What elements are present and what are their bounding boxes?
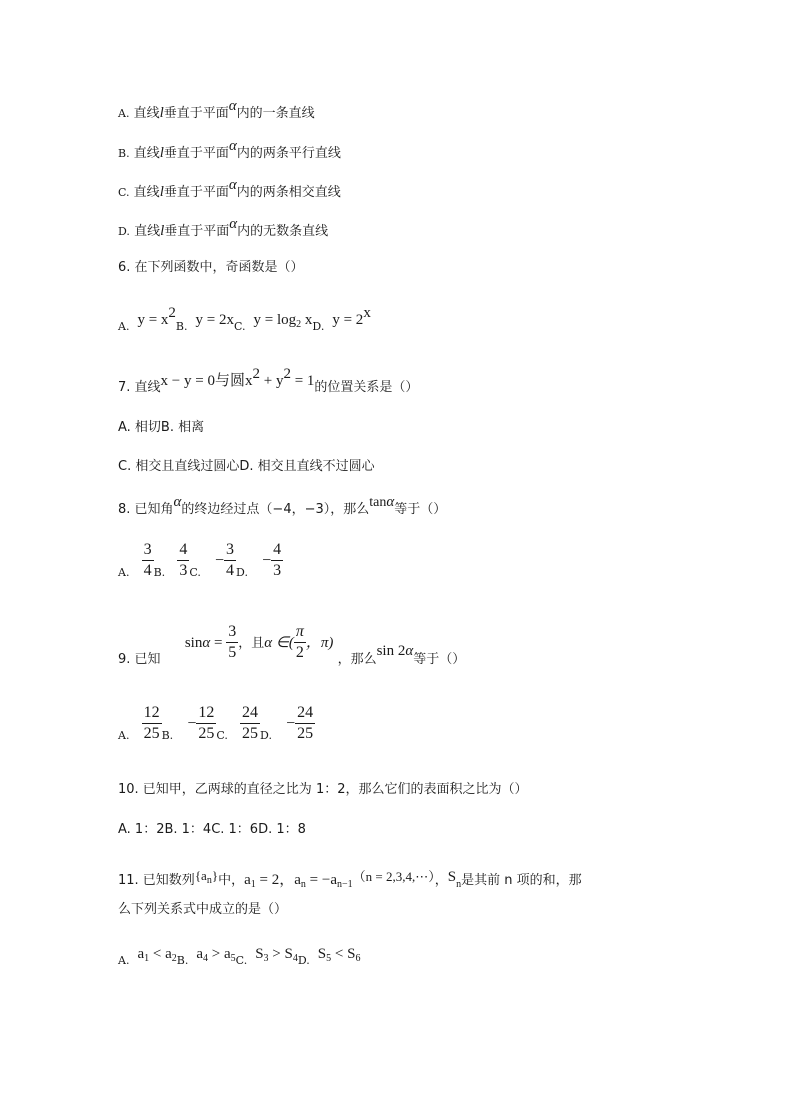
q9-sin-fraction: $\frac{3}{5}$ <box>228 623 237 661</box>
q9-options: $_{A.}$ $\frac{12}{25}$ $_{B.}$ − $\frac{12}{25}$ $_{C.}$ $\frac{24}{25}$ $_{D.}$ − $\frac{24}{25}$ <box>118 704 314 742</box>
q7-options-cd: C. 相交且直线过圆心D. 相交且直线不过圆心 <box>118 459 375 474</box>
q5-option-a: A. 直线l垂直于平面$^\alpha$内的一条直线 <box>118 98 315 121</box>
q6-options: $_{A.}$ $y = x^2_{B.}$ $y = 2x_{C.}$ $y = \log_2 x_{D.}$ $y = 2^x$ <box>118 305 371 333</box>
q9-stem: 9. 已知 sinα = $\frac{3}{5}$ ，且α ∈( $\frac{\pi}{2}$ ，π) ，那么sin 2α等于（） <box>118 623 466 667</box>
q8-stem: 8. 已知角$^\alpha$的终边经过点（−4，−3），那么$^{tan\alpha}$等于（） <box>118 494 447 517</box>
q10-options: A. 1：2B. 1：4C. 1：6D. 1：8 <box>118 822 306 837</box>
q9-pi-fraction: $\frac{\pi}{2}$ <box>295 623 304 661</box>
q5-option-c: C. 直线l垂直于平面$^\alpha$内的两条相交直线 <box>118 177 341 200</box>
q7-options-ab: A. 相切B. 相离 <box>118 420 205 435</box>
q9-c-fraction: $\frac{24}{25}$ <box>242 704 259 742</box>
q7-stem: 7. 直线x − y = 0与圆$x^2 + y^2 = 1$的位置关系是（） <box>118 366 419 395</box>
q8-b-fraction: $\frac{4}{3}$ <box>179 541 188 579</box>
q8-c-fraction: $\frac{3}{4}$ <box>226 541 235 579</box>
q11-options: $_{A.}$ $a_1 < a_{2B.}$ $a_4 > a_{5C.}$ $S_3 > S_{4D.}$ $S_5 < S_6$ <box>118 946 361 967</box>
q8-options: $_{A.}$ $\frac{3}{4}$ $_{B.}$ $\frac{4}{3}$ $_{C.}$ − $\frac{3}{4}$ $_{D.}$ − $\frac{4}{3}$ <box>118 541 282 579</box>
q9-a-fraction: $\frac{12}{25}$ <box>143 704 160 742</box>
q5-option-b: B. 直线l垂直于平面$^\alpha$内的两条平行直线 <box>118 138 341 161</box>
q10-stem: 10. 已知甲，乙两球的直径之比为 1：2，那么它们的表面积之比为（） <box>118 782 528 797</box>
q9-d-fraction: $\frac{24}{25}$ <box>297 704 314 742</box>
q6-stem: 6. 在下列函数中，奇函数是（） <box>118 260 304 275</box>
q5-option-d: D. 直线l垂直于平面$^\alpha$内的无数条直线 <box>118 216 329 239</box>
q8-a-fraction: $\frac{3}{4}$ <box>143 541 152 579</box>
q11-stem-line2: 么下列关系式中成立的是（） <box>118 902 288 917</box>
q11-stem-line1: 11. 已知数列$\{a_n\}$中，$a_1 = 2$，$a_n = -a_{n-1}(n$ = 2,3,4,⋯），$S_n$是其前 n 项的和，那 <box>118 868 582 890</box>
q8-d-fraction: $\frac{4}{3}$ <box>273 541 282 579</box>
q9-b-fraction: $\frac{12}{25}$ <box>198 704 215 742</box>
